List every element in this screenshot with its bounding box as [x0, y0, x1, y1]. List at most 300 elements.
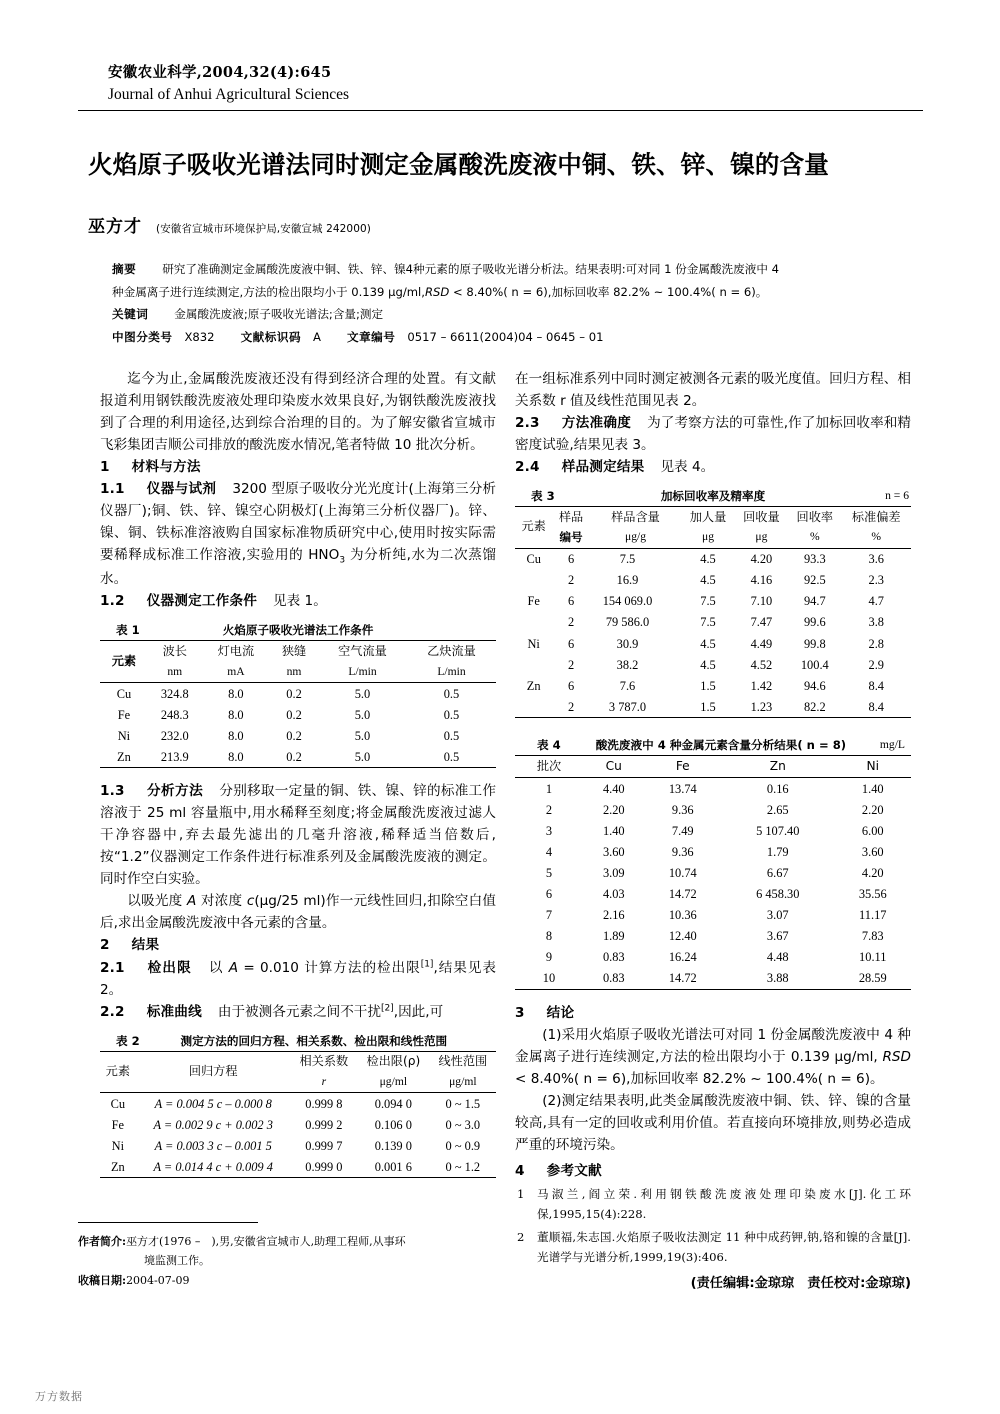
keywords-label: 关键词 [112, 307, 149, 322]
table-3-cell: 7.5 [700, 615, 716, 630]
table-3-cell: 3.8 [868, 615, 884, 630]
table-1-header-cell: 乙炔流量 [427, 643, 476, 658]
heading-2-2-number: 2.2 [100, 1003, 125, 1020]
table-3-cell: 93.3 [803, 552, 826, 567]
reference-text: 马淑兰,阎立荣.利用钢铁酸洗废液处理印染废水[J].化工环保,1995,15(4):228. [537, 1187, 911, 1222]
table-3-cell: Fe [527, 594, 540, 609]
abstract-line-2 [112, 281, 912, 304]
table-2-header-cell: 线性范围 [438, 1054, 488, 1069]
table-3-cell: 38.2 [616, 657, 639, 672]
table-2-cell: 0.999 0 [305, 1159, 343, 1174]
heading-1-1-text: 仪器与试剂 [146, 481, 217, 498]
heading-4-text: 参考文献 [546, 1163, 602, 1180]
table-4-cell: 12.40 [668, 929, 697, 944]
table-4-wrapper [515, 736, 911, 990]
author-affiliation: (安徽省宣城市环境保护局,安徽宣城 242000) [156, 223, 371, 235]
table-3-header-cell: 元素 [521, 519, 546, 534]
heading-4-number: 4 [515, 1163, 525, 1180]
table-3-cell: 82.2 [803, 699, 826, 714]
classification-line [112, 326, 912, 349]
table-1-cell: 0.2 [286, 728, 302, 743]
table-3-cell [515, 570, 552, 591]
table-3-cell: 2.3 [868, 573, 884, 588]
table-3-subheader-cell: % [809, 530, 820, 544]
table-3-cell: 6 [567, 552, 575, 567]
table-4-cell: 10.36 [668, 908, 697, 923]
table-4-cell: 4.03 [602, 887, 625, 902]
table-3-subheader-cell: μg [755, 530, 768, 544]
table-2-cell: 0.999 8 [305, 1096, 343, 1111]
table-4-cell: 3.07 [766, 908, 789, 923]
database-watermark: 万方数据 [35, 1390, 83, 1403]
table-1-cell: 248.3 [160, 707, 189, 722]
table-4-cell: 2.65 [766, 802, 789, 817]
abstract-text-1: 研究了准确测定金属酸洗废液中铜、铁、锌、镍4种元素的原子吸收光谱分析法。结果表明:可对同 1 份金属酸洗废液中 4 [162, 262, 779, 276]
table-1-unit-cell: nm [286, 664, 302, 678]
section-2-1 [100, 957, 496, 1001]
left-column [100, 368, 496, 1190]
table-4-cell: 14.72 [668, 971, 697, 986]
section-1-1-subscript: 3 [339, 555, 346, 566]
table-2-cell: Ni [111, 1138, 125, 1153]
table-3-cell: 4.5 [700, 636, 716, 651]
table-3-cell: 2.8 [868, 636, 884, 651]
table-2-title: 测定方法的回归方程、相关系数、检出限和线性范围 [180, 1033, 448, 1048]
table-3-cell: 30.9 [616, 636, 639, 651]
table-2-cell: A = 0.002 9 c + 0.002 3 [153, 1117, 273, 1132]
section-2-1-body-a: 以 [207, 959, 229, 976]
heading-2-3-number: 2.3 [515, 415, 540, 432]
table-2-number: 表 2 [116, 1033, 140, 1048]
table-3-cell: 4.49 [750, 636, 773, 651]
table-3-cell: 4.5 [700, 657, 716, 672]
table-4-cell: 14.72 [668, 887, 697, 902]
table-3-cell: 79 586.0 [605, 615, 650, 630]
table-3-cell: 154 069.0 [602, 594, 653, 609]
table-4-cell: 1 [545, 781, 553, 796]
conclusion-1 [515, 1024, 911, 1090]
abstract-text-2a: 种金属离子进行连续测定,方法的检出限均小于 0.139 μg/ml, [112, 284, 425, 299]
heading-1-number: 1 [100, 459, 110, 476]
footnote-block [78, 1232, 498, 1290]
table-1-number: 表 1 [116, 623, 140, 638]
table-1-unit-cell: nm [167, 664, 183, 678]
table-4-cell: 6.00 [861, 823, 884, 838]
table-row [515, 968, 911, 990]
table-4-unit: mg/L [879, 738, 905, 752]
table-4-header-cell: Zn [769, 758, 786, 773]
table-4-cell: 2 [545, 802, 553, 817]
table-4-cell: 6 [545, 887, 553, 902]
table-3-cell: 8.4 [868, 699, 884, 714]
doccode-value: A [313, 329, 321, 344]
table-4-cell: 3.88 [766, 971, 789, 986]
table-2-header-cell: 相关系数 [299, 1054, 349, 1069]
abstract-block [112, 258, 912, 348]
journal-title-en: Journal of Anhui Agricultural Sciences [108, 86, 350, 104]
table-4-cell: 1.40 [602, 823, 625, 838]
byline [88, 212, 918, 237]
table-1-cell: 232.0 [160, 728, 189, 743]
para-regression-b: 对浓度 [196, 893, 247, 910]
reference-item [515, 1227, 911, 1268]
table-4-cell: 5 107.40 [756, 823, 800, 838]
right-column [515, 368, 911, 1295]
section-1-1 [100, 478, 496, 590]
table-4-cell: 11.17 [859, 908, 887, 923]
table-3-header-cell: 标准偏差 [851, 509, 901, 524]
table-4-cell: 1.89 [602, 929, 625, 944]
table-3-cell: 7.5 [700, 594, 716, 609]
table-1-cell: Cu [116, 686, 132, 701]
table-3-cell: 4.20 [750, 552, 773, 567]
heading-2-4-number: 2.4 [515, 459, 540, 476]
heading-2-text: 结果 [131, 937, 160, 954]
received-date-value: 2004-07-09 [126, 1273, 190, 1287]
table-2-cell: Fe [111, 1117, 125, 1132]
table-row [515, 633, 911, 654]
table-3-cell: 6 [567, 678, 575, 693]
table-2-cell: 0 ~ 0.9 [445, 1138, 481, 1153]
table-3-cell [515, 696, 552, 718]
table-1-cell: 5.0 [354, 749, 371, 764]
table-row [100, 1093, 496, 1115]
table-3-cell: 7.10 [750, 594, 773, 609]
table-1-cell: 324.8 [160, 686, 189, 701]
section-1-3 [100, 780, 496, 890]
reference-number: 1 [517, 1187, 525, 1202]
table-4-cell: 7.83 [861, 929, 884, 944]
table-1-header-cell: 波长 [162, 643, 187, 658]
table-4-cell: 2.16 [602, 908, 625, 923]
table-3-cell: 16.9 [616, 573, 639, 588]
heading-2-1-number: 2.1 [100, 959, 125, 976]
table-3-header-cell: 样品含量 [611, 509, 660, 524]
heading-1-1-number: 1.1 [100, 481, 125, 498]
clc-label: 中图分类号 [112, 329, 173, 344]
abstract-rsd: RSD [424, 284, 450, 299]
table-2-unit-cell: μg/ml [379, 1074, 408, 1088]
table-row [515, 675, 911, 696]
table-4-cell: 3 [545, 823, 553, 838]
table-row [515, 905, 911, 926]
clc-value: X832 [184, 329, 215, 344]
table-1-cell: Zn [117, 749, 131, 764]
heading-1-text: 材料与方法 [131, 459, 201, 476]
table-4-cell: 35.56 [858, 887, 887, 902]
table-4-header-row [515, 756, 911, 778]
table-3-cell: 4.16 [750, 573, 773, 588]
heading-2 [100, 934, 496, 956]
table-1-cell: 0.2 [286, 707, 302, 722]
table-4-header-cell: Cu [605, 758, 622, 773]
table-4-cell: 4.20 [861, 866, 884, 881]
table-3-cell: 94.6 [803, 678, 826, 693]
table-1-cell: 0.2 [286, 749, 302, 764]
table-2-cell: 0.094 0 [374, 1096, 412, 1111]
table-2-cell: Zn [110, 1159, 125, 1174]
table-3-cell: 1.5 [700, 678, 716, 693]
table-4-cell: 1.79 [766, 844, 789, 859]
table-2-cell: A = 0.014 4 c + 0.009 4 [153, 1159, 273, 1174]
table-3-title: 加标回收率及精率度 [660, 489, 766, 504]
table-row [100, 1114, 496, 1135]
table-1-header-cell: 元素 [111, 653, 137, 668]
table-row [515, 799, 911, 820]
table-2-cell: 0.001 6 [374, 1159, 412, 1174]
table-1-title: 火焰原子吸收光谱法工作条件 [222, 623, 374, 638]
table-row [515, 654, 911, 675]
table-3-cell: 92.5 [803, 573, 826, 588]
table-4-cell: 7 [545, 908, 553, 923]
table-2-cell: 0 ~ 3.0 [445, 1117, 481, 1132]
table-3-header-cell: 回收率 [796, 509, 834, 524]
doccode-label: 文献标识码 [240, 329, 302, 344]
author-bio-label: 作者简介: [78, 1235, 127, 1248]
table-1-cell: Ni [117, 728, 131, 743]
section-1-3-body: 分别移取一定量的铜、铁、镍、锌的标准工作溶液于 25 ml 容量瓶中,用水稀释至刻度;将金属酸洗废液过滤人干净容器中,弃去最先滤出的几毫升溶液,稀释适当倍数后,按“1.2”仪器测定工作条件进行标准系列及金属酸洗废液的测定。同时作空白实验。 [100, 783, 496, 888]
table-4-cell: 28.59 [858, 971, 887, 986]
section-2-3-body: 为了考察方法的可靠性,作了加标回收率和精密度试验,结果见表 3。 [515, 415, 911, 454]
table-row [100, 683, 496, 705]
table-3-header-row [515, 507, 911, 528]
table-4-cell: 1.40 [861, 781, 884, 796]
table-1-cell: 213.9 [160, 749, 189, 764]
table-4-title: 酸洗废液中 4 种金属元素含量分析结果( n = 8) [595, 738, 847, 753]
table-3-cell: 99.8 [803, 636, 826, 651]
reference-item [515, 1184, 911, 1225]
section-1-2 [100, 590, 496, 612]
table-row [515, 591, 911, 612]
table-row [515, 863, 911, 884]
table-row [515, 820, 911, 841]
symbol-A-2: A [228, 959, 239, 976]
table-3-cell: 2 [567, 573, 575, 588]
heading-1-3-number: 1.3 [100, 783, 125, 800]
table-1-cell: 5.0 [354, 707, 371, 722]
table-1-unit-cell: mA [227, 664, 245, 678]
heading-1-3-text: 分析方法 [146, 783, 204, 800]
heading-3-number: 3 [515, 1005, 525, 1022]
para-regression-a: 以吸光度 [127, 893, 187, 910]
table-row [100, 746, 496, 768]
table-3-cell: 99.6 [803, 615, 826, 630]
masthead [108, 62, 608, 106]
table-3-subheader-row [515, 528, 911, 548]
table-1 [100, 640, 496, 768]
table-1-unit-cell: L/min [348, 664, 377, 678]
table-4-cell: 10 [542, 971, 556, 986]
table-4-cell: 4 [545, 844, 553, 859]
table-3-cell: 4.5 [700, 573, 716, 588]
table-row [515, 570, 911, 591]
table-3-cell: 2.9 [868, 657, 884, 672]
table-3-cell: 4.7 [868, 594, 884, 609]
table-2-wrapper [100, 1032, 496, 1179]
table-2-header-cell: 元素 [105, 1063, 131, 1078]
table-3-subheader-cell: % [871, 530, 882, 544]
table-4-cell: 6 458.30 [756, 887, 800, 902]
table-3-cell: 2 [567, 699, 575, 714]
article-id-label: 文章编号 [346, 329, 396, 344]
author-bio-text: 巫方才(1976 – ),男,安徽省宣城市人,助理工程师,从事环 [126, 1235, 406, 1248]
table-2-cell: A = 0.003 3 c – 0.001 5 [154, 1138, 272, 1153]
table-4-cell: 7.49 [671, 823, 694, 838]
table-1-cell: 8.0 [228, 707, 244, 722]
table-2-cell: 0.999 2 [305, 1117, 343, 1132]
table-3-header-cell: 样品 [558, 509, 584, 524]
table-4-cell: 3.60 [602, 844, 625, 859]
table-row [515, 884, 911, 905]
received-date-line [78, 1271, 498, 1290]
table-2-caption [100, 1032, 496, 1048]
table-1-cell: 5.0 [354, 728, 371, 743]
table-4-cell: 16.24 [668, 950, 697, 965]
table-3-header-cell: 加人量 [689, 509, 727, 524]
table-4-cell: 0.83 [602, 950, 625, 965]
section-2-1-body-c: ,结果见表 2。 [100, 959, 496, 998]
table-1-cell: 0.2 [286, 686, 302, 701]
section-2-4 [515, 456, 911, 478]
heading-3-text: 结论 [546, 1005, 575, 1022]
table-3-number: 表 3 [531, 489, 555, 504]
table-row [515, 612, 911, 633]
table-3-header-cell: 回收量 [743, 509, 780, 524]
table-4-cell: 4.48 [766, 950, 789, 965]
table-1-cell: 0.5 [443, 707, 460, 722]
table-4-cell: 5 [545, 866, 553, 881]
table-4-cell: 8 [545, 929, 553, 944]
table-1-caption [100, 621, 496, 637]
table-3-cell [515, 612, 552, 633]
table-3-subheader-cell: 编号 [559, 530, 583, 545]
table-row [100, 1156, 496, 1178]
table-4-cell: 4.40 [602, 781, 625, 796]
table-4-header-cell: Ni [866, 758, 880, 773]
keywords-line [112, 303, 912, 326]
table-1-header-cell: 狭缝 [281, 643, 307, 658]
table-row [515, 548, 911, 570]
table-3-cell: 2 [567, 657, 575, 672]
table-3-cell: Zn [526, 678, 541, 693]
table-1-cell: 8.0 [228, 749, 244, 764]
table-row [515, 696, 911, 718]
author-name: 巫方才 [88, 217, 142, 237]
abstract-label: 摘要 [112, 262, 137, 276]
table-1-cell: 8.0 [228, 686, 244, 701]
references-list [515, 1184, 911, 1267]
table-3-cell: 4.52 [750, 657, 773, 672]
heading-4 [515, 1160, 911, 1182]
reference-number: 2 [517, 1229, 525, 1244]
table-2-cell: A = 0.004 5 c – 0.000 8 [154, 1096, 272, 1111]
table-2-header-row [100, 1051, 496, 1072]
page-title: 火焰原子吸收光谱法同时测定金属酸洗废液中铜、铁、锌、镍的含量 [88, 150, 829, 179]
table-1-header-cell: 灯电流 [217, 643, 255, 658]
table-3-cell: 7.6 [619, 678, 636, 693]
table-1-cell: 5.0 [354, 686, 371, 701]
heading-2-4-text: 样品测定结果 [561, 459, 645, 476]
table-3 [515, 506, 911, 718]
continued-paragraph: 在一组标准系列中同时测定被测各元素的吸光度值。回归方程、相关系数 r 值及线性范围见表 2。 [515, 371, 911, 410]
masthead-rule [78, 110, 923, 111]
footnote-rule [78, 1222, 258, 1223]
table-1-cell: Fe [117, 707, 131, 722]
table-3-cell: 6 [567, 636, 575, 651]
section-1-1-body-b: 为分析纯,水为二次蒸馏水。 [100, 547, 496, 588]
conclusion-1-a: (1)采用火焰原子吸收光谱法可对同 1 份金属酸洗废液中 4 种金属离子进行连续测定,方法的检出限均小于 0.139 μg/ml, [515, 1027, 911, 1066]
heading-2-number: 2 [100, 937, 110, 954]
table-4-cell: 2.20 [602, 802, 625, 817]
table-row [100, 1135, 496, 1156]
table-2 [100, 1051, 496, 1179]
keywords-text: 金属酸洗废液;原子吸收光谱法;含量;测定 [174, 307, 384, 322]
table-4 [515, 755, 911, 990]
table-3-cell: 1.23 [750, 699, 773, 714]
heading-1-2-text: 仪器测定工作条件 [146, 593, 258, 610]
citation-2: [2] [381, 1003, 394, 1013]
table-2-cell: 0.106 0 [374, 1117, 412, 1132]
table-2-cell: Cu [110, 1096, 126, 1111]
table-1-cell: 0.5 [443, 686, 460, 701]
table-1-header-row [100, 641, 496, 662]
table-4-cell: 9.36 [671, 844, 694, 859]
table-3-subheader-cell: μg [701, 530, 714, 544]
author-bio-line-2: 境监测工作。 [144, 1254, 210, 1268]
para-regression-d: (μg/25 ml)作一元线性回归,扣除空白值后,求出金属酸洗废液中各元素的含量。 [100, 893, 496, 932]
table-3-note: n = 6 [885, 489, 909, 503]
table-4-header-cell: 批次 [536, 758, 562, 773]
table-4-number: 表 4 [537, 738, 561, 753]
table-2-header-cell: 检出限(ρ) [366, 1054, 421, 1069]
table-3-cell [515, 654, 552, 675]
intro-paragraph: 迄今为止,金属酸洗废液还没有得到经济合理的处置。有文献报道利用钢铁酸洗废液处理印染废水效果良好,为钢铁酸洗废液找到了合理的利用途径,达到综合治理的目的。为了解安徽省宣城市飞彩集团吉顺公司排放的酸洗废水情况,笔者特做 10 批次分析。 [100, 371, 496, 454]
table-4-cell: 9 [545, 950, 553, 965]
table-1-cell: 0.5 [443, 728, 460, 743]
table-2-cell: 0 ~ 1.5 [445, 1096, 481, 1111]
heading-2-3-text: 方法准确度 [561, 415, 632, 432]
table-3-cell: 3.6 [868, 552, 884, 567]
reference-text: 董顺福,朱志国.火焰原子吸收法测定 11 种中成药钾,钠,铬和镍的含量[J].光谱学与光谱分析,1999,19(3):406. [537, 1229, 911, 1265]
table-3-cell: 1.5 [700, 699, 716, 714]
section-1-2-body: 见表 1。 [273, 593, 327, 610]
table-4-cell: 0.16 [766, 781, 789, 796]
conclusion-2: (2)测定结果表明,此类金属酸洗废液中铜、铁、锌、镍的含量较高,具有一定的回收或利用价值。若直接向环境排放,则势必造成严重的环境污染。 [515, 1093, 911, 1154]
table-4-cell: 13.74 [668, 781, 697, 796]
table-1-unit-row [100, 662, 496, 682]
table-row [515, 841, 911, 862]
table-3-subheader-cell: μg/g [624, 530, 647, 544]
abstract-line-1 [112, 258, 912, 281]
table-3-cell: 7.47 [750, 615, 773, 630]
abstract-text-2b: < 8.40%( n = 6),加标回收率 82.2% ~ 100.4%( n = 6)。 [449, 284, 768, 299]
heading-2-2-text: 标准曲线 [146, 1003, 202, 1020]
table-4-cell: 10.74 [668, 866, 697, 881]
article-id-value: 0517 – 6611(2004)04 – 0645 – 01 [407, 329, 604, 344]
table-3-cell: 7.5 [619, 552, 636, 567]
table-3-cell: 2 [567, 615, 575, 630]
table-1-unit-cell: L/min [437, 664, 466, 678]
table-1-cell: 8.0 [228, 728, 244, 743]
table-1-wrapper [100, 621, 496, 768]
received-date-label: 收稿日期: [78, 1273, 127, 1287]
conclusion-rsd: RSD [882, 1049, 911, 1066]
table-row [515, 926, 911, 947]
table-row [515, 778, 911, 800]
table-3-wrapper [515, 487, 911, 718]
table-3-cell: 94.7 [803, 594, 826, 609]
paragraph-regression [100, 890, 496, 934]
